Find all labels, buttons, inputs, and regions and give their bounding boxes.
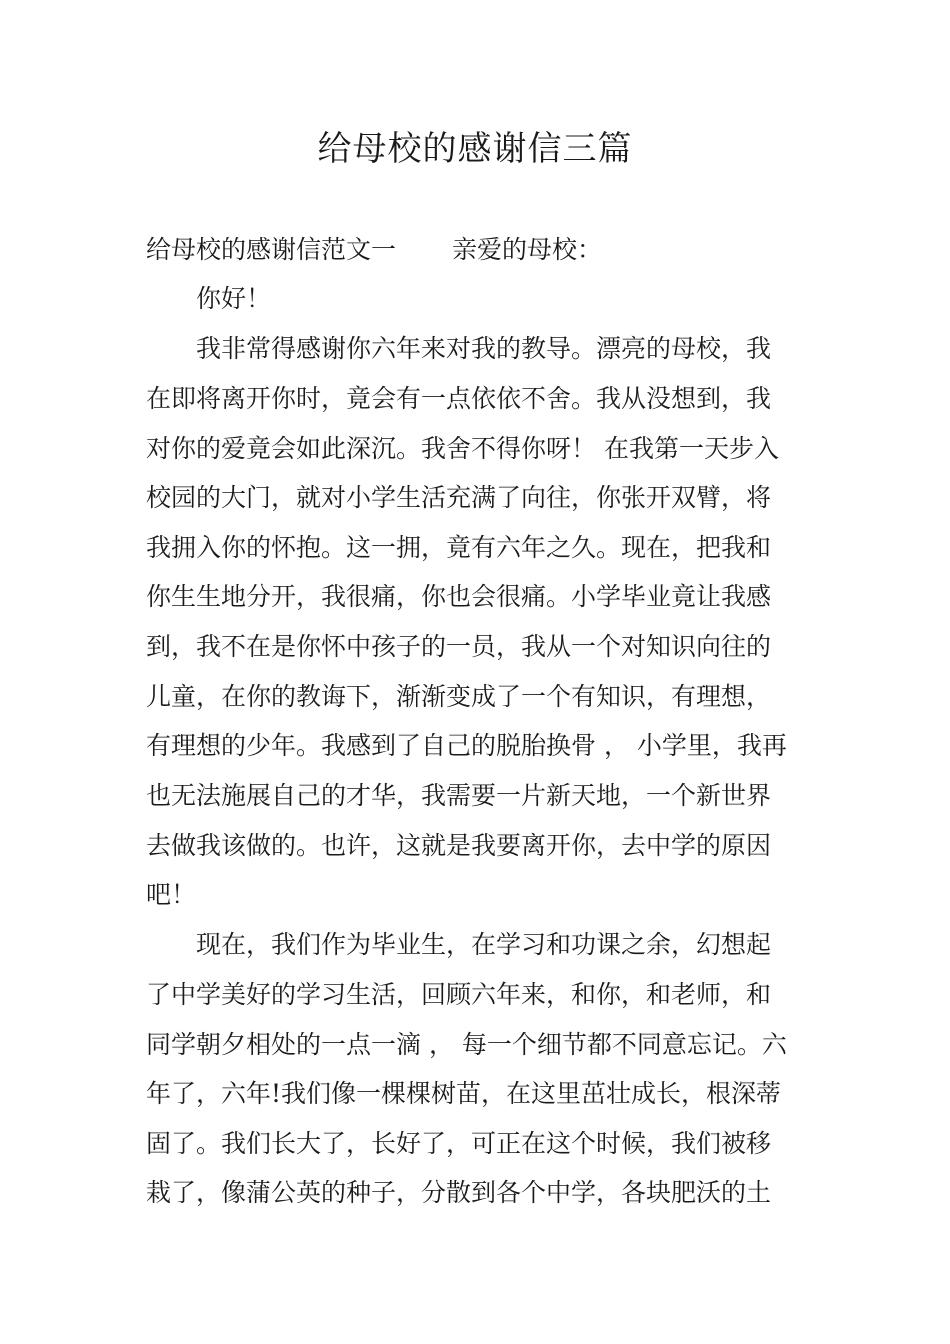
text-line: 有理想的少年。我感到了自己的脱胎换骨 ， 小学里，我再 [146,731,787,760]
salutation: 亲爱的母校： [452,235,603,264]
text-line: 去做我该做的。也许，这就是我要离开你，去中学的原因 [146,831,772,860]
text-line: 我拥入你的怀抱。这一拥，竟有六年之久。现在，把我和 [146,533,772,562]
text-line: 栽了，像蒲公英的种子，分散到各个中学，各块肥沃的土 [146,1178,772,1207]
text-line: 了中学美好的学习生活，回顾六年来，和你，和老师，和 [146,980,772,1009]
text-line: 儿童，在你的教诲下，渐渐变成了一个有知识，有理想， [146,682,772,711]
text-line: 在即将离开你时，竟会有一点依依不舍。我从没想到，我 [146,384,772,413]
letter-heading: 给母校的感谢信范文一 [146,235,397,264]
text-line: 我非常得感谢你六年来对我的教导。漂亮的母校，我 [196,334,772,363]
greeting-line: 你好！ [196,284,272,313]
heading-line [146,235,806,265]
text-line: 校园的大门，就对小学生活充满了向往，你张开双臂，将 [146,483,772,512]
text-line: 你生生地分开，我很痛，你也会很痛。小学毕业竟让我感 [146,582,772,611]
text-line: 也无法施展自己的才华，我需要一片新天地，一个新世界 [146,781,772,810]
text-line: 固了。我们长大了，长好了，可正在这个时候，我们被移 [146,1129,772,1158]
document-title: 给母校的感谢信三篇 [317,129,633,169]
text-line: 现在，我们作为毕业生，在学习和功课之余，幻想起 [196,930,772,959]
text-line: 同学朝夕相处的一点一滴 ， 每一个细节都不同意忘记。六 [146,1030,787,1059]
text-line: 吧！ [146,880,197,909]
text-line: 年了，六年!我们像一棵棵树苗，在这里茁壮成长，根深蒂 [146,1079,782,1108]
text-line: 到，我不在是你怀中孩子的一员，我从一个对知识向往的 [146,632,772,661]
text-line: 对你的爱竟会如此深沉。我舍不得你呀！ 在我第一天步入 [146,434,779,463]
